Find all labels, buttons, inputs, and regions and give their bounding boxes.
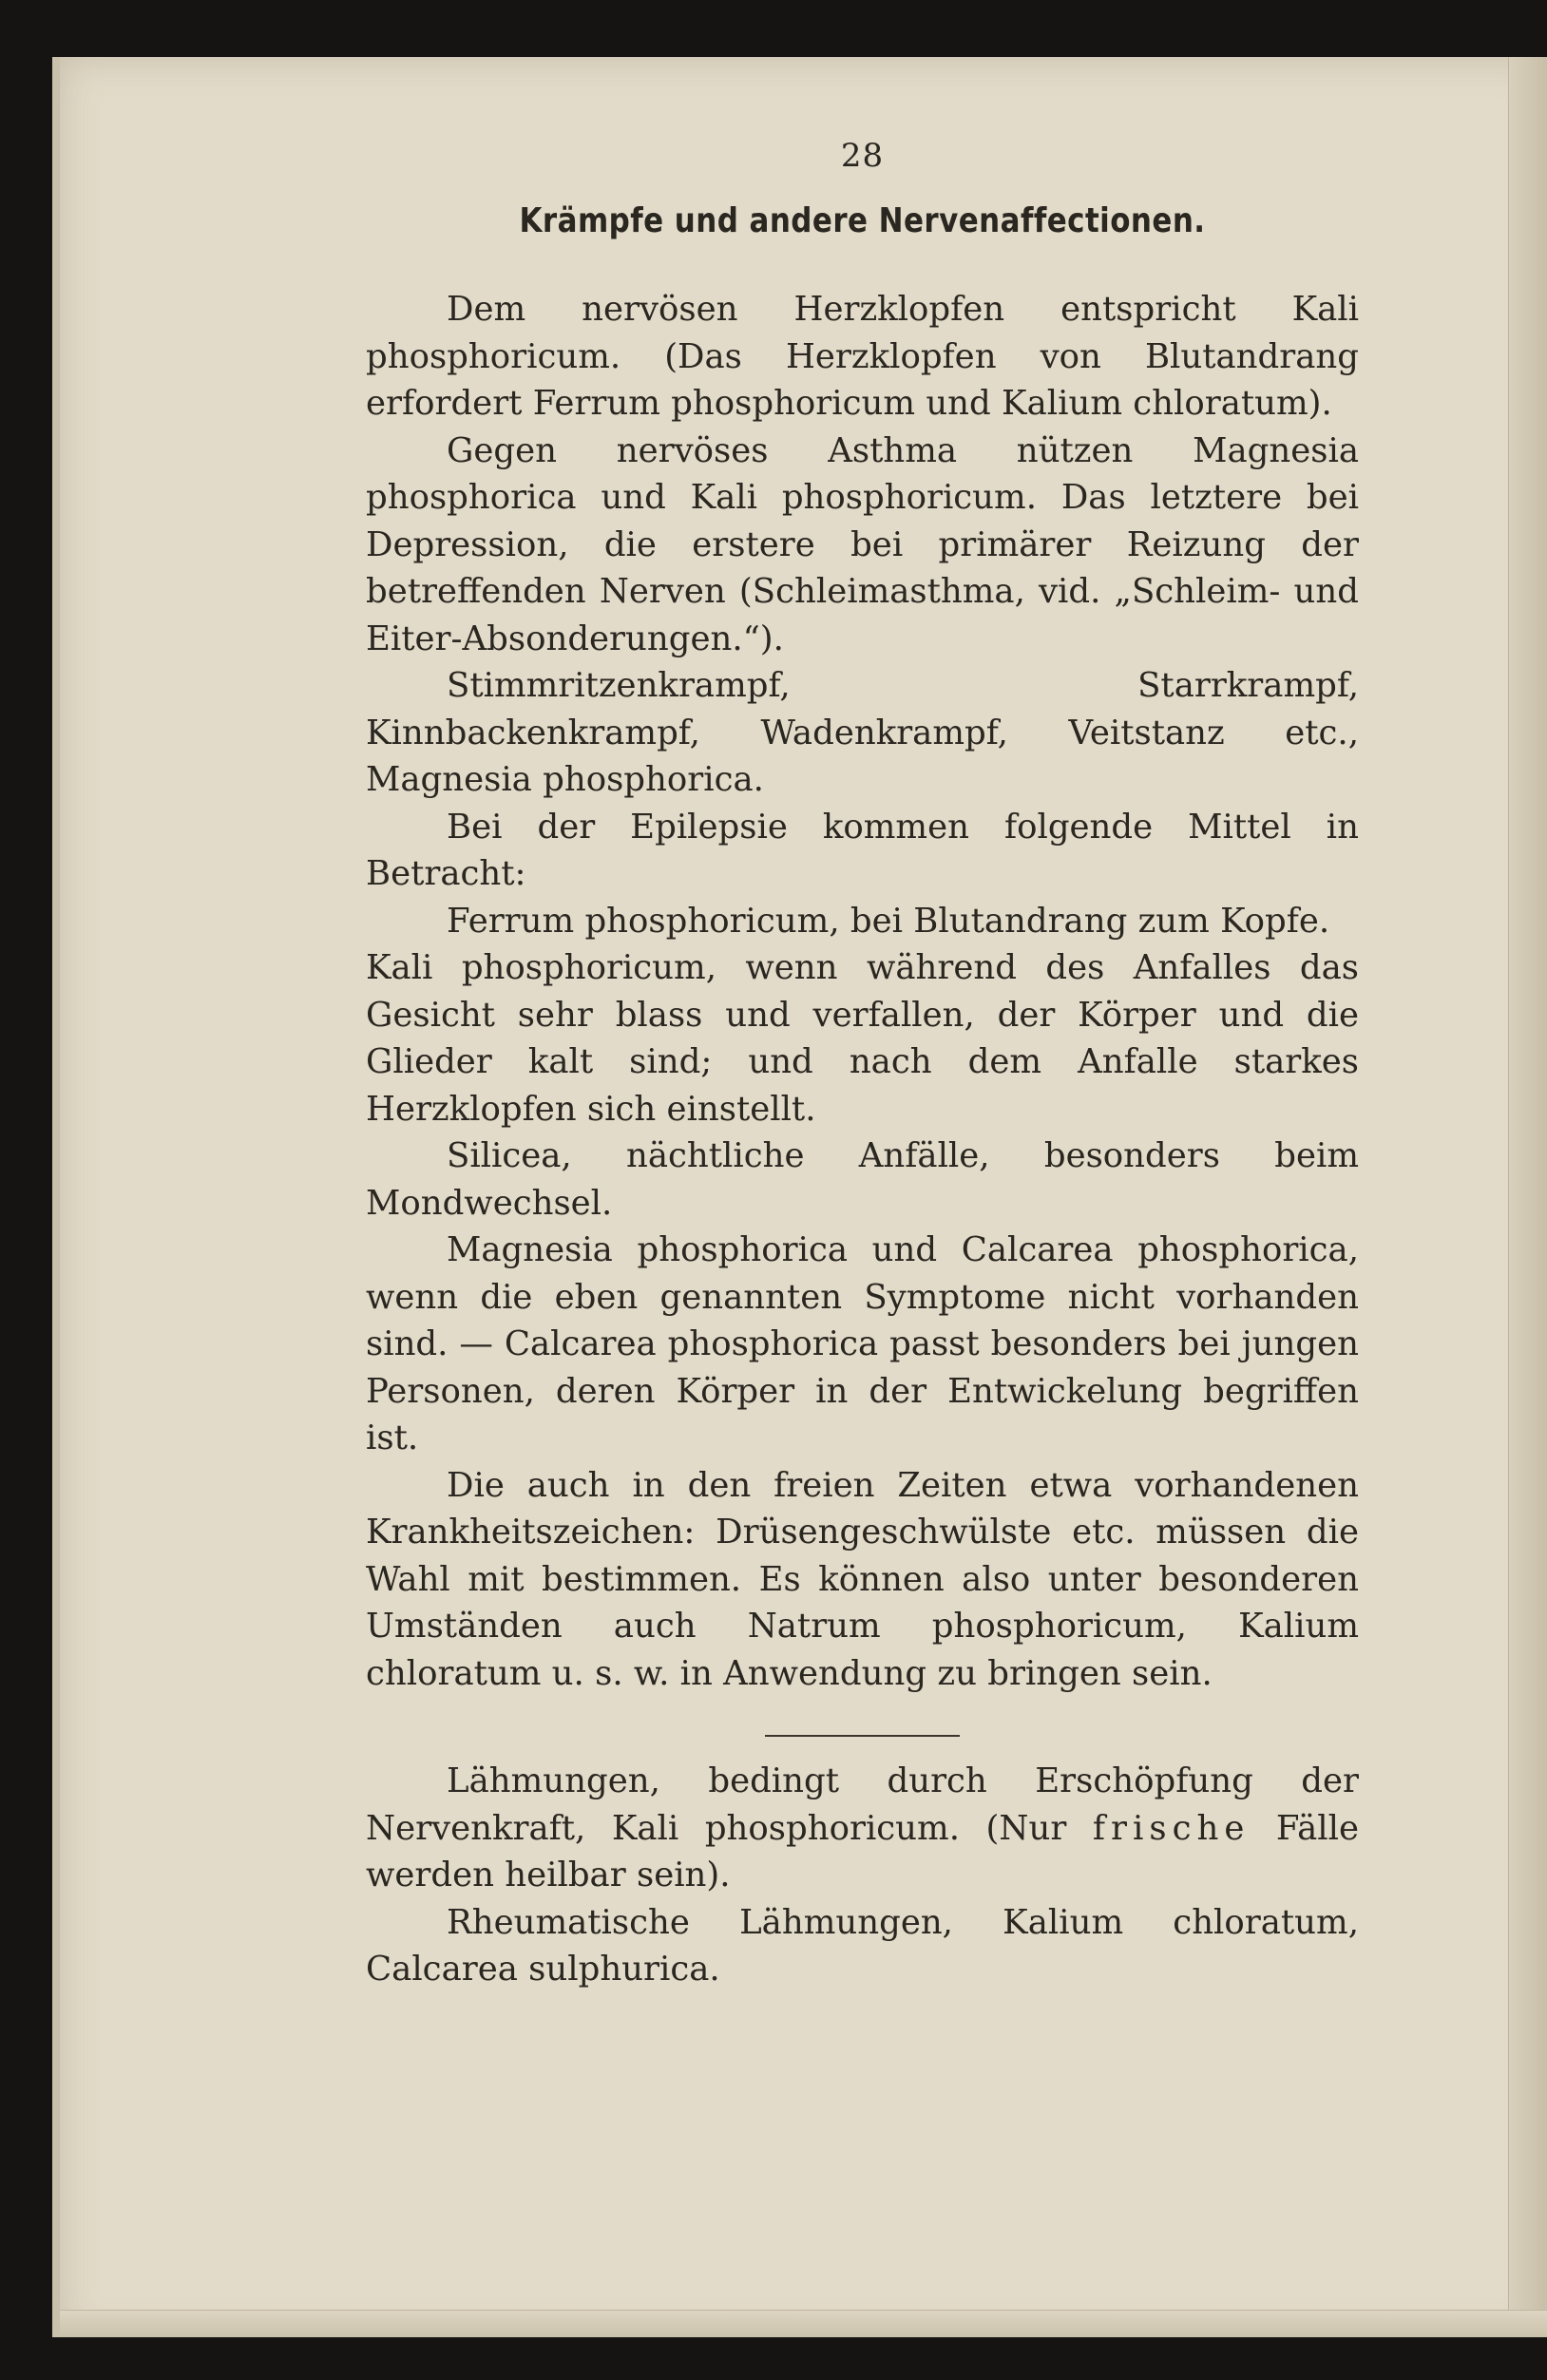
paragraph: Ferrum phosphoricum, bei Blutandrang zum Kopfe. [447,901,1330,941]
paragraph: Stimmritzenkrampf, Starrkrampf, Kinnbackenkrampf, Wadenkrampf, Veitstanz etc., Magnesia phosphorica. [366,666,1359,799]
page-edge-bottom [60,2310,1547,2337]
paragraph: Dem nervösen Herzklopfen entspricht Kali phosphoricum. (Das Herzklopfen von Blutandrang erfordert Ferrum phosphoricum und Kalium chloratum). [366,290,1359,423]
paragraph: Die auch in den freien Zeiten etwa vorhandenen Krankheitszeichen: Drüsengeschwülste etc. müssen die Wahl mit bestimmen. Es können also unter besonderen Umständen auch Natrum phosphoricum, Kalium chloratum u. s. w. in Anwendung zu bringen sein. [366,1465,1359,1693]
paragraph: Kali phosphoricum, wenn während des Anfalles das Gesicht sehr blass und verfallen, der Körper und die Glieder kalt sind; und nach dem Anfalle starkes Herzklopfen sich einstellt. [366,948,1359,1129]
page-edge-right [1508,57,1547,2337]
emphasis-spaced: frische [1092,1808,1251,1848]
paragraph: Magnesia phosphorica und Calcarea phosphorica, wenn die eben genannten Symptome nicht vorhanden sind. — Calcarea phosphorica passt besonders bei jungen Personen, deren Körper in der Entwickelung begriffen ist. [366,1230,1359,1457]
paragraph: Silicea, nächtliche Anfälle, besonders beim Mondwechsel. [366,1136,1359,1223]
paragraph: Gegen nervöses Asthma nützen Magnesia phosphorica und Kali phosphoricum. Das letztere bei Depression, die erstere bei primärer Reizung der betreffenden Nerven (Schleimasthma, vid. „Schleim- und Eiter-Absonderungen.“). [366,430,1359,658]
paragraph: Bei der Epilepsie kommen folgende Mittel in Betracht: [366,807,1359,893]
section-divider [765,1735,960,1737]
text-block [366,133,1359,1993]
text-run: Fälle werden heilbar sein). [366,1808,1360,1894]
text-run: Lähmungen, bedingt durch Erschöpfung der Nervenkraft, Kali phosphoricum. (Nur [366,1761,1359,1848]
page-number: 28 [840,137,885,175]
section-heading: Krämpfe und andere Nervenaffectionen. [519,200,1206,240]
paragraph: Rheumatische Lähmungen, Kalium chloratum, Calcarea sulphurica. [366,1902,1359,1989]
paragraph [366,1758,1359,1899]
